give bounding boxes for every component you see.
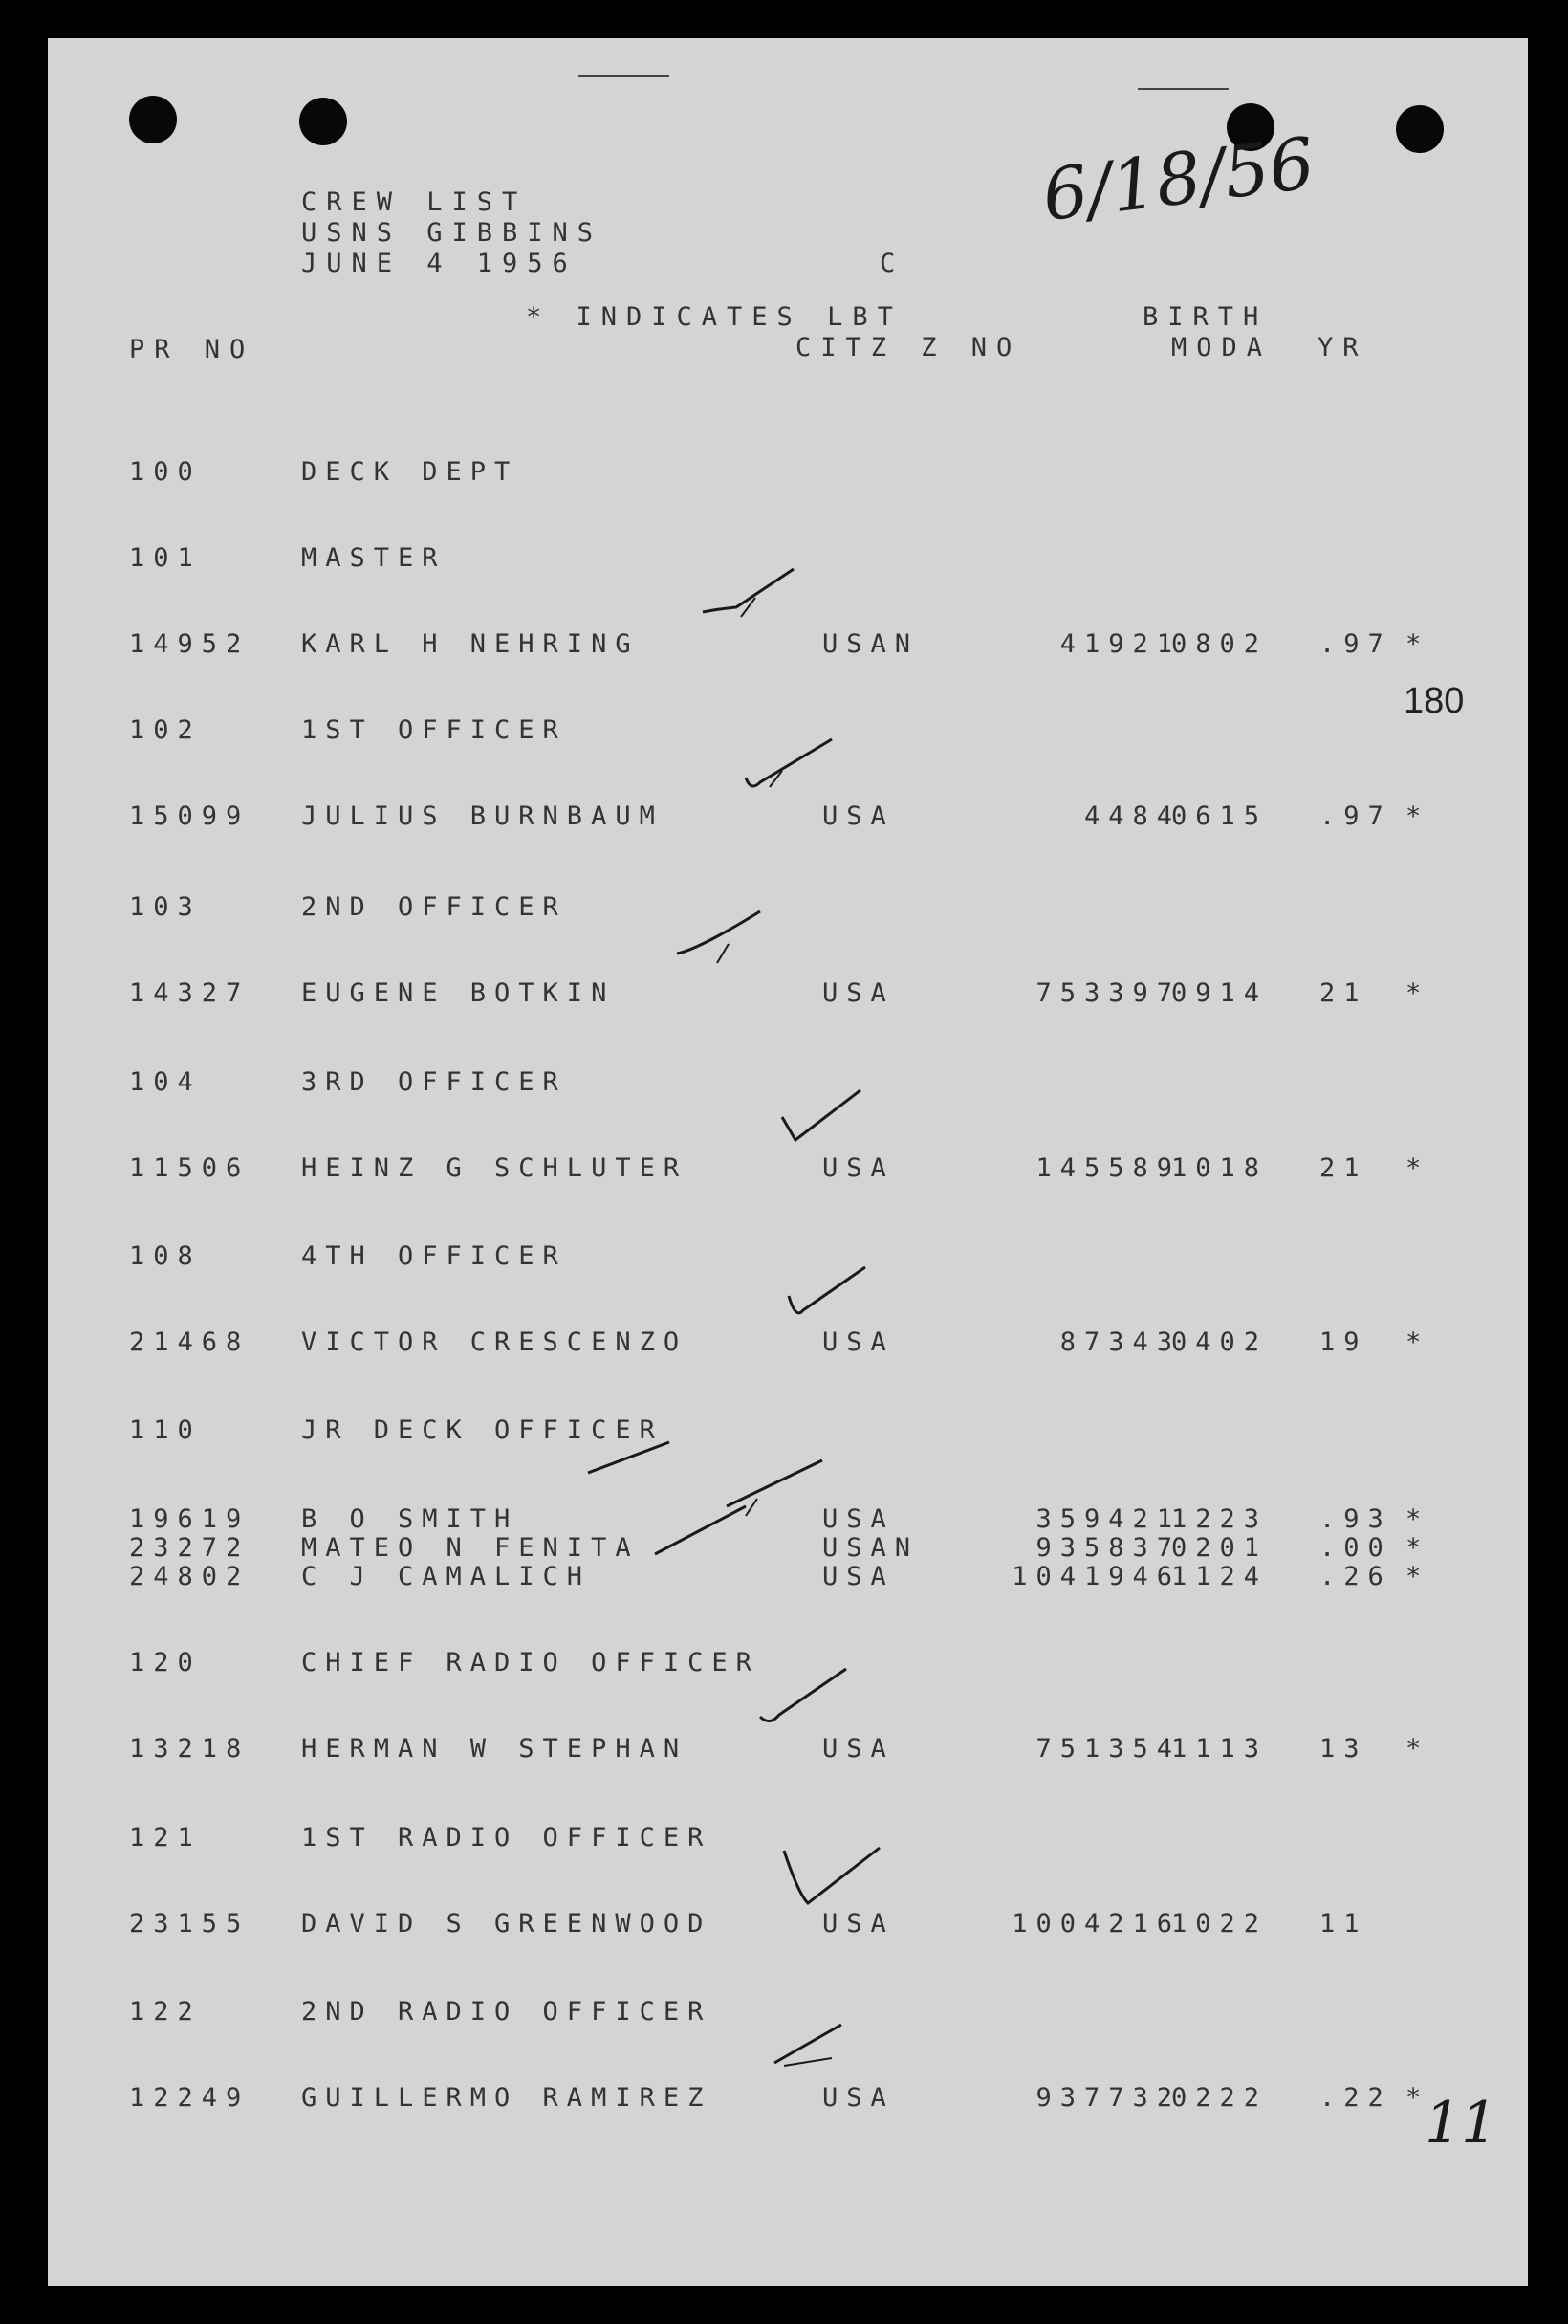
- page-mark: 11: [1425, 2090, 1498, 2157]
- crew-name: MATEO N FENITA: [301, 1533, 640, 1563]
- check-mark-icon: [583, 1435, 679, 1492]
- crew-name: HERMAN W STEPHAN: [301, 1734, 688, 1764]
- citizenship: USA: [822, 978, 895, 1008]
- section-title: 2ND RADIO OFFICER: [301, 1997, 712, 2027]
- pr-number: 121: [129, 1823, 202, 1853]
- z-number: 1041946: [1012, 1562, 1181, 1591]
- birth-year: 11: [1319, 1909, 1368, 1939]
- citizenship: USA: [822, 1909, 895, 1939]
- section-title: 4TH OFFICER: [301, 1241, 567, 1271]
- crew-name: VICTOR CRESCENZO: [301, 1327, 688, 1357]
- check-mark-icon: [774, 1827, 889, 1922]
- section-title: MASTER: [301, 543, 446, 573]
- z-number: 87343: [1059, 1327, 1181, 1357]
- pr-number: 12249: [129, 2083, 250, 2113]
- section-title: CHIEF RADIO OFFICER: [301, 1648, 760, 1677]
- punch-hole: [299, 98, 347, 145]
- crew-row: [48, 2085, 1528, 2114]
- lbt-indicator: *: [1405, 801, 1430, 831]
- citizenship: USA: [822, 1327, 895, 1357]
- citizenship: USA: [822, 1153, 895, 1183]
- lbt-indicator: *: [1405, 1504, 1430, 1534]
- lbt-indicator: *: [1405, 629, 1430, 659]
- section-title: 2ND OFFICER: [301, 892, 567, 922]
- crew-name: B O SMITH: [301, 1504, 519, 1534]
- pr-number: 100: [129, 457, 202, 487]
- birth-year: 19: [1319, 1327, 1368, 1357]
- header-date: JUNE 4 1956: [301, 249, 577, 278]
- z-number: 937732: [1035, 2083, 1181, 2113]
- pr-number: 110: [129, 1415, 202, 1445]
- column-moda: MODA: [1171, 333, 1273, 362]
- pr-number: 108: [129, 1241, 202, 1271]
- pr-number: 14327: [129, 978, 250, 1008]
- crew-name: C J CAMALICH: [301, 1562, 592, 1591]
- z-number: 145589: [1035, 1153, 1181, 1183]
- section-title: JR DECK OFFICER: [301, 1415, 664, 1445]
- punch-hole: [1396, 105, 1444, 153]
- pr-number: 23272: [129, 1533, 250, 1563]
- section-row: [48, 459, 1528, 488]
- crew-name: EUGENE BOTKIN: [301, 978, 616, 1008]
- pr-number: 15099: [129, 801, 250, 831]
- column-yr: YR: [1318, 333, 1368, 362]
- z-number: 935837: [1035, 1533, 1181, 1563]
- z-number: 1004216: [1012, 1909, 1181, 1939]
- birth-moda: 0615: [1171, 801, 1269, 831]
- lbt-indicator: *: [1405, 2083, 1430, 2113]
- pr-number: 104: [129, 1067, 202, 1097]
- birth-year: .26: [1319, 1562, 1392, 1591]
- check-mark-icon: [751, 1659, 865, 1745]
- pr-number: 103: [129, 892, 202, 922]
- check-mark-icon: [650, 1492, 765, 1568]
- citizenship: USAN: [822, 1533, 920, 1563]
- section-title: 3RD OFFICER: [301, 1067, 567, 1097]
- column-citz-zno: CITZ Z NO: [795, 333, 1022, 362]
- check-mark-icon: [784, 1253, 880, 1339]
- lbt-indicator: *: [1405, 1734, 1430, 1764]
- birth-moda: 1113: [1171, 1734, 1269, 1764]
- birth-moda: 0222: [1171, 2083, 1269, 2113]
- pr-number: 102: [129, 715, 202, 745]
- lbt-indicator: *: [1405, 1327, 1430, 1357]
- check-mark-icon: [765, 2010, 860, 2077]
- crew-name: KARL H NEHRING: [301, 629, 640, 659]
- punch-hole: [129, 96, 177, 143]
- check-mark-icon: [736, 725, 851, 811]
- section-title: 1ST RADIO OFFICER: [301, 1823, 712, 1853]
- birth-moda: 1223: [1171, 1504, 1269, 1534]
- handwritten-date: 6/18/56: [1037, 121, 1319, 238]
- check-mark-icon: [698, 559, 813, 646]
- birth-year: 13: [1319, 1734, 1368, 1764]
- pr-number: 120: [129, 1648, 202, 1677]
- legend-text: * INDICATES LBT: [526, 302, 903, 332]
- header-code: C: [880, 249, 905, 278]
- z-number: 359421: [1035, 1504, 1181, 1534]
- birth-moda: 0402: [1171, 1327, 1269, 1357]
- pr-number: 23155: [129, 1909, 250, 1939]
- birth-year: 21: [1319, 978, 1368, 1008]
- lbt-indicator: *: [1405, 978, 1430, 1008]
- pr-number: 101: [129, 543, 202, 573]
- section-title: 1ST OFFICER: [301, 715, 567, 745]
- birth-moda: 1022: [1171, 1909, 1269, 1939]
- birth-year: .93: [1319, 1504, 1392, 1534]
- lbt-indicator: *: [1405, 1533, 1430, 1563]
- stray-mark: [578, 75, 669, 77]
- crew-name: DAVID S GREENWOOD: [301, 1909, 712, 1939]
- crew-name: JULIUS BURNBAUM: [301, 801, 664, 831]
- z-number: 753397: [1035, 978, 1181, 1008]
- citizenship: USA: [822, 2083, 895, 2113]
- crew-name: GUILLERMO RAMIREZ: [301, 2083, 712, 2113]
- citizenship: USA: [822, 1504, 895, 1534]
- section-title: DECK DEPT: [301, 457, 519, 487]
- birth-year: .97: [1319, 801, 1392, 831]
- crew-name: HEINZ G SCHLUTER: [301, 1153, 688, 1183]
- pr-number: 21468: [129, 1327, 250, 1357]
- crew-row: [48, 1564, 1528, 1592]
- z-number: 41921: [1059, 629, 1181, 659]
- section-row: [48, 894, 1528, 923]
- pr-number: 19619: [129, 1504, 250, 1534]
- birth-moda: 0802: [1171, 629, 1269, 659]
- birth-year: .22: [1319, 2083, 1392, 2113]
- crew-row: [48, 1535, 1528, 1564]
- crew-row: [48, 980, 1528, 1009]
- stray-mark: [1138, 88, 1229, 90]
- section-row: [48, 1417, 1528, 1446]
- column-pr-no: PR NO: [129, 335, 255, 364]
- citizenship: USA: [822, 801, 895, 831]
- birth-moda: 1018: [1171, 1153, 1269, 1183]
- birth-year: 21: [1319, 1153, 1368, 1183]
- birth-year: .00: [1319, 1533, 1392, 1563]
- pr-number: 11506: [129, 1153, 250, 1183]
- birth-moda: 0914: [1171, 978, 1269, 1008]
- pr-number: 24802: [129, 1562, 250, 1591]
- birth-moda: 1124: [1171, 1562, 1269, 1591]
- lbt-indicator: *: [1405, 1562, 1430, 1591]
- check-mark-icon: [669, 904, 784, 990]
- z-number: 751354: [1035, 1734, 1181, 1764]
- birth-year: .97: [1319, 629, 1392, 659]
- header-ship: USNS GIBBINS: [301, 218, 603, 248]
- column-birth: BIRTH: [1143, 302, 1269, 332]
- birth-moda: 0201: [1171, 1533, 1269, 1563]
- stamp-number: 180: [1404, 681, 1465, 721]
- crew-list-document: [48, 38, 1528, 2286]
- header-title: CREW LIST: [301, 187, 528, 217]
- pr-number: 13218: [129, 1734, 250, 1764]
- lbt-indicator: *: [1405, 1153, 1430, 1183]
- citizenship: USA: [822, 1734, 895, 1764]
- citizenship: USAN: [822, 629, 920, 659]
- citizenship: USA: [822, 1562, 895, 1591]
- pr-number: 122: [129, 1997, 202, 2027]
- z-number: 4484: [1083, 801, 1181, 831]
- check-mark-icon: [774, 1081, 870, 1167]
- pr-number: 14952: [129, 629, 250, 659]
